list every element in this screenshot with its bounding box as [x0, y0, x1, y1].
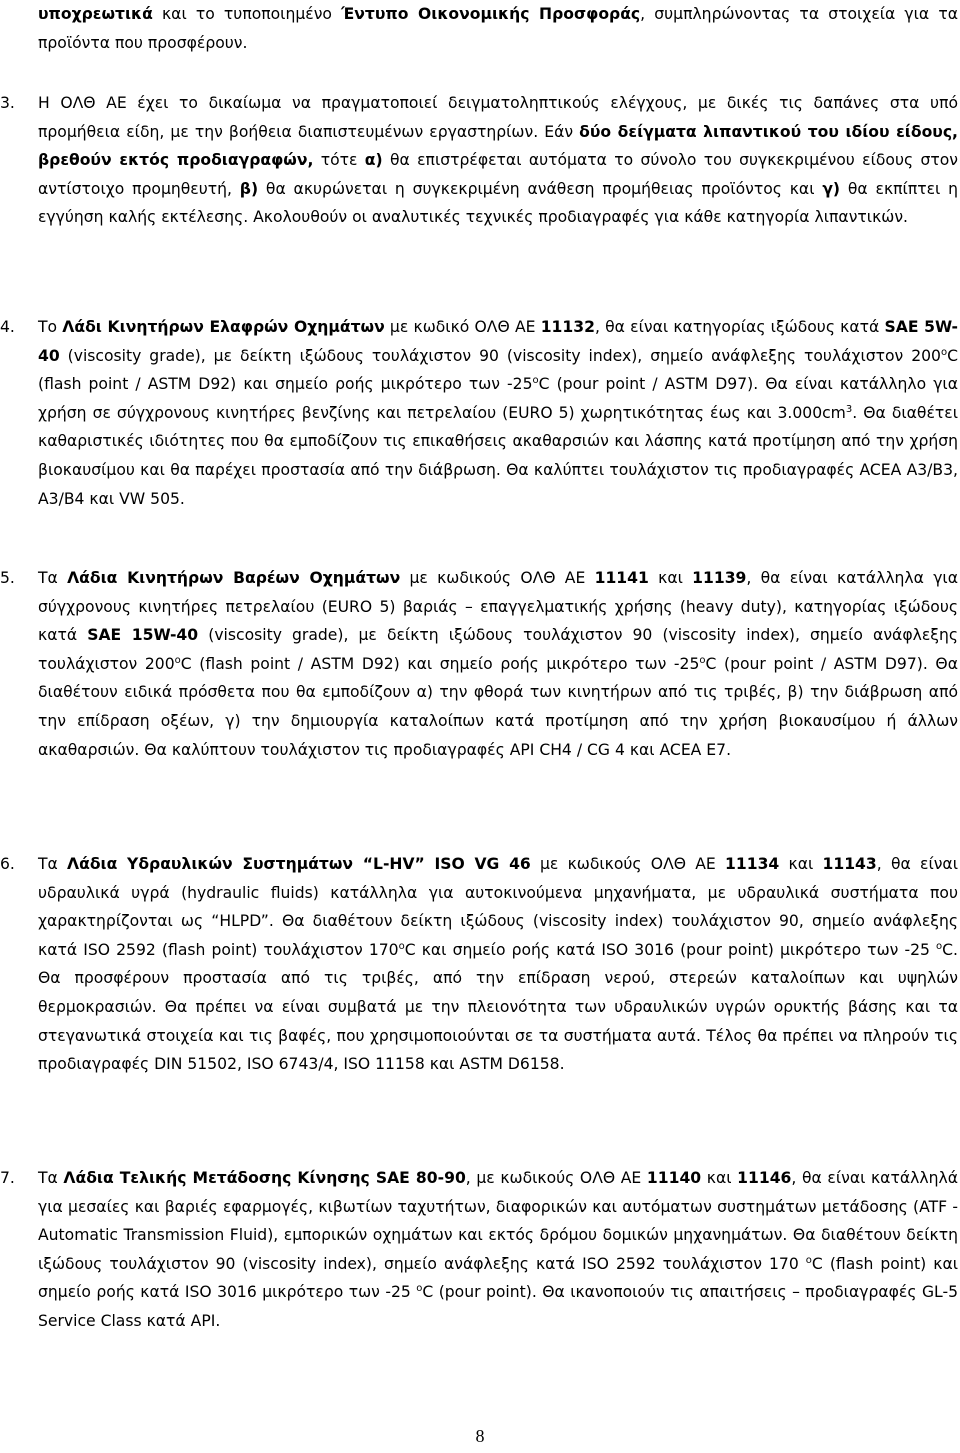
item-7-bold-1: Λάδια Τελικής Μετάδοσης Κίνησης SAE 80-90 — [63, 1169, 466, 1187]
item-7-text-4: , θα είναι κατάλληλά για μεσαίες και βαριές εφαρμογές, κιβωτίων ταχυτήτων, διαφορικών και αυτόματων συστημάτων μετάδοσης (ATF - Automatic Transmission Fluid), εμπορικών οχημάτων και εκτός δρόμου δομικών μηχανημάτων. Θα διαθέτουν δείκτη ιξώδους τουλάχιστον 90 (viscosity index), σημείο ανάφλεξης κατά ISO 2592 τουλάχιστον 170 — [38, 1169, 958, 1273]
item-4-text-1: Το — [38, 318, 63, 336]
intro-paragraph — [38, 0, 958, 57]
item-7-text-1: Τα — [38, 1169, 64, 1187]
cubic-sup: 3 — [845, 403, 853, 415]
degree-sup: o — [699, 654, 706, 666]
item-7-text-6: C (pour point). Θα ικανοποιούν τις απαιτήσεις – προδιαγραφές GL-5 Service Class κατά API. — [38, 1283, 958, 1330]
item-6-bold-2: 11134 — [725, 855, 780, 873]
item-5-text-1: Τα — [38, 569, 68, 587]
item-7-text-2: , με κωδικούς ΟΛΘ ΑΕ — [465, 1169, 647, 1187]
item-4-text-3: , θα είναι κατηγορίας ιξώδους κατά — [594, 318, 885, 336]
item-number: 5. — [0, 569, 15, 587]
item-6-text-5: C και σημείο ροής κατά ISO 3016 (pour point) μικρότερο των -25 — [404, 940, 937, 959]
item-4-text-4: (viscosity grade), με δείκτη ιξώδους τουλάχιστον 90 (viscosity index), σημείο ανάφλεξης τουλάχιστον 200 — [59, 346, 941, 365]
item-6-text-4: , θα είναι υδραυλικά υγρά (hydraulic fluids) κατάλληλα για αυτοκινούμενα μηχανήματα, με υδραυλικά συστήματα που χαρακτηρίζονται ως “HLPD”. Θα διαθέτουν δείκτη ιξώδους (viscosity index) τουλάχιστον 90, σημείο ανάφλεξης κατά ISO 2592 (flash point) τουλάχιστον 170 — [38, 855, 958, 959]
item-5-bold-4: SAE 15W-40 — [87, 626, 199, 645]
degree-sup: o — [416, 1283, 423, 1295]
item-6-bold-3: 11143 — [822, 855, 877, 873]
item-5-text-4: , θα είναι κατάλληλα για σύγχρονους κινητήρες πετρελαίου (EURO 5) βαριάς – επαγγελματικής χρήσης (heavy duty), κατηγορίας ιξώδους κατά — [38, 569, 958, 645]
item-6-text-2: με κωδικούς ΟΛΘ ΑΕ — [530, 855, 726, 873]
item-6-text-3: και — [779, 855, 823, 873]
item-number: 6. — [0, 855, 15, 873]
item-3-text-1: Η ΟΛΘ ΑΕ έχει το δικαίωμα να πραγματοποιεί δειγματοληπτικούς ελέγχους, με δικές τις δαπάνες στα υπό προμήθεια είδη, με την βοήθεια διαπιστευμένων εργαστηρίων. Εάν — [38, 94, 958, 141]
item-3-text-5: θα εκπίπτει η εγγύηση καλής εκτέλεσης. Ακολουθούν οι αναλυτικές τεχνικές προδιαγραφές για κάθε κατηγορία λιπαντικών. — [38, 179, 959, 227]
item-7-bold-2: 11140 — [646, 1169, 702, 1187]
degree-sup: o — [940, 346, 948, 358]
item-7-text-3: και — [701, 1169, 738, 1187]
item-5-bold-1: Λάδια Κινητήρων Βαρέων Οχημάτων — [67, 569, 401, 587]
item-number: 4. — [0, 318, 15, 336]
item-5-bold-3: 11139 — [692, 569, 747, 587]
item-5-text — [38, 564, 958, 764]
intro-bold-1: υποχρεωτικά — [38, 5, 153, 23]
item-6-text-6: C. Θα προσφέρουν προστασία από τις τριβές, από την επίδραση νερού, στερεών καταλοίπων και υψηλών θερμοκρασιών. Θα πρέπει να είναι συμβατά με την πλειονότητα των υδραυλικών υγρών ορυκτής βάσης και τα στεγανωτικά στοιχεία και τις βαφές, που χρησιμοποιούνται σε τα συστήματα αυτά. Τέλος θα πρέπει να πληρούν τις προδιαγραφές DIN 51502, ISO 6743/4, ISO 11158 και ASTM D6158. — [38, 940, 958, 1074]
item-3-bold-3: β) — [239, 179, 259, 198]
degree-sup: o — [532, 375, 539, 386]
item-3-text-4: θα ακυρώνεται η συγκεκριμένη ανάθεση προμήθειας προϊόντος και — [258, 179, 823, 198]
item-number: 3. — [0, 94, 15, 112]
item-4-text-6: C (pour point / ASTM D97). Θα είναι κατάλληλο για χρήση σε σύγχρονους κινητήρες βενζίνης και πετρελαίου (EURO 5) χωρητικότητας έως και 3.000cm — [38, 375, 958, 422]
item-4-text-2: με κωδικό ΟΛΘ ΑΕ — [384, 318, 541, 336]
item-3-bold-1: δύο δείγματα λιπαντικού του ιδίου είδους, βρεθούν εκτός προδιαγραφών, — [38, 122, 958, 170]
item-4-bold-3: SAE 5W-40 — [38, 318, 959, 365]
item-4-text — [38, 313, 958, 513]
item-6-text — [38, 850, 958, 1079]
item-5-text-3: και — [648, 569, 693, 587]
item-4-bold-2: 11132 — [540, 318, 595, 336]
degree-sup: o — [936, 940, 943, 952]
degree-sup: o — [805, 1254, 812, 1266]
item-3-bold-4: γ) — [822, 179, 841, 198]
item-7-bold-3: 11146 — [737, 1169, 792, 1187]
item-5-text-2: με κωδικούς ΟΛΘ ΑΕ — [400, 569, 595, 587]
item-6-text-1: Τα — [38, 855, 68, 873]
item-number: 7. — [0, 1169, 15, 1187]
item-7-text-5: C (flash point) και σημείο ροής κατά ISO 3016 μικρότερο των -25 — [38, 1254, 959, 1302]
item-6-bold-1: Λάδια Υδραυλικών Συστημάτων “L-HV” ISO VG 46 — [67, 855, 531, 873]
item-3-text-2: τότε — [313, 151, 365, 170]
item-4-text-7: . Θα διαθέτει καθαριστικές ιδιότητες που θα εμποδίζουν τις επικαθήσεις ακαθαρσιών και λάσπης κατά προτίμηση από την χρήση βιοκαυσίμου και θα παρέχει προστασία από την διάβρωση. Θα καλύπτει τουλάχιστον τις προδιαγραφές ACEA A3/B3, A3/B4 και VW 505. — [38, 403, 958, 508]
item-4-text-5: C (flash point / ASTM D92) και σημείο ροής μικρότερο των -25 — [38, 346, 958, 394]
intro-bold-2: Έντυπο Οικονομικής Προσφοράς — [341, 5, 641, 23]
item-3-text-3: θα επιστρέφεται αυτόματα το σύνολο του συγκεκριμένου είδους στον αντίστοιχο προμηθευτή, — [38, 151, 958, 198]
item-5-text-5: (viscosity grade), με δείκτη ιξώδους τουλάχιστον 90 (viscosity index), σημείο ανάφλεξης τουλάχιστον 200 — [38, 626, 958, 673]
degree-sup: o — [398, 940, 405, 952]
page-number: 8 — [475, 1426, 485, 1446]
item-7-text — [38, 1164, 958, 1336]
item-5-text-6: C (flash point / ASTM D92) και σημείο ροής μικρότερο των -25 — [180, 654, 700, 673]
item-4-bold-1: Λάδι Κινητήρων Ελαφρών Οχημάτων — [62, 318, 385, 336]
intro-text-2: , συμπληρώνοντας τα στοιχεία για τα προϊόντα που προσφέρουν. — [38, 5, 959, 52]
item-5-bold-2: 11141 — [594, 569, 649, 587]
item-3-bold-2: α) — [364, 151, 383, 170]
degree-sup: o — [174, 654, 181, 666]
item-3-text — [38, 89, 958, 232]
intro-text-1: και το τυποποιημένο — [152, 5, 342, 23]
item-5-text-7: C (pour point / ASTM D97). Θα διαθέτουν ειδικά πρόσθετα που θα εμποδίζουν α) την φθορά των κινητήρων από τις τριβές, β) την διάβρωση από την επίδραση οξέων, γ) την δημιουργία καταλοίπων κατά προτίμηση από την χρήση βιοκαυσίμου ή άλλων ακαθαρσιών. Θα καλύπτουν τουλάχιστον τις προδιαγραφές API CH4 / CG 4 και ACEA E7. — [38, 654, 958, 759]
